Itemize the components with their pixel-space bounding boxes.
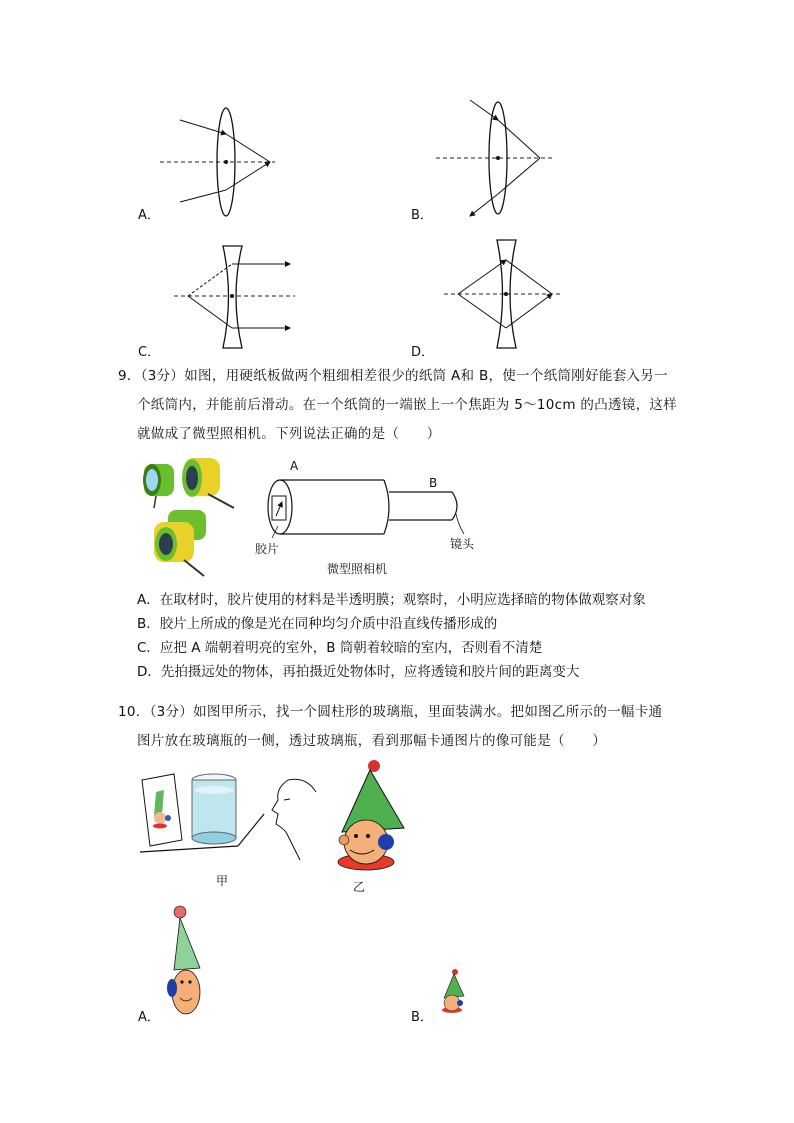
cartoon-card: [142, 774, 182, 846]
q9-tubes-photo: [138, 450, 240, 578]
q10-option-b-image: [440, 968, 466, 1014]
q8-diagram-a: [150, 98, 280, 222]
q9-stem-line-3: 就做成了微型照相机。下列说法正确的是（ ）: [137, 426, 441, 442]
observer-face: [272, 779, 316, 860]
tube-3: [154, 510, 206, 576]
q9-stem: [118, 362, 678, 449]
tube-1: [143, 464, 174, 508]
q10-figure-jia: [138, 770, 318, 866]
q9-option-a[interactable]: A．在取材时，胶片使用的材料是半透明膜；观察时，小明应选择暗的物体做观察对象: [137, 592, 646, 608]
q10-stem: [118, 698, 678, 756]
q10-figure-yi: [332, 756, 412, 872]
q9-option-d[interactable]: D．先拍摄远处的物体，再拍摄近处物体时，应将透镜和胶片间的距离变大: [137, 664, 580, 680]
q9-figure-caption: 微型照相机: [327, 562, 388, 576]
q10-option-a-label[interactable]: A．: [138, 1010, 160, 1025]
q10-stem-line-1: 10．（3分）如图甲所示，找一个圆柱形的玻璃瓶，里面装满水。把如图乙所示的一幅卡通: [118, 704, 663, 720]
q10-label-jia: 甲: [216, 874, 229, 888]
q9-stem-line-2: 个纸筒内，并能前后滑动。在一个纸筒的一端嵌上一个焦距为 5～10cm 的凸透镜，这样: [137, 397, 678, 413]
q8-diagram-d: [440, 236, 564, 354]
q10-option-b-label[interactable]: B．: [411, 1010, 433, 1025]
q8-diagram-b: [430, 96, 560, 220]
q8-option-b-label[interactable]: B．: [411, 208, 433, 223]
q10-stem-line-2: 图片放在玻璃瓶的一侧，透过玻璃瓶，看到那幅卡通图片的像可能是（ ）: [137, 733, 607, 749]
q9-option-c[interactable]: C．应把 A 端朝着明亮的室外，B 筒朝着较暗的室内，否则看不清楚: [137, 640, 543, 656]
tube-2: [182, 458, 234, 508]
q9-label-tube-a: A: [290, 459, 299, 473]
q9-label-tube-b: B: [429, 476, 438, 490]
q10-label-yi: 乙: [353, 880, 366, 894]
q10-option-a-image: [160, 904, 210, 1018]
q9-label-lens: 镜头: [450, 537, 475, 551]
q8-option-a-label[interactable]: A．: [138, 208, 160, 223]
q8-option-d-label[interactable]: D．: [411, 345, 435, 360]
q9-option-b[interactable]: B．胶片上所成的像是光在同种均匀介质中沿直线传播形成的: [137, 616, 498, 632]
q9-options: [137, 588, 697, 684]
q8-option-c-label[interactable]: C．: [138, 345, 161, 360]
q8-diagram-c: [170, 242, 300, 354]
q9-label-film: 胶片: [255, 542, 280, 556]
glass-bottle: [192, 774, 236, 844]
q9-stem-line-1: 9．（3分）如图，用硬纸板做两个粗细相差很少的纸筒 A和 B，使一个纸筒刚好能套入另一: [118, 368, 668, 384]
